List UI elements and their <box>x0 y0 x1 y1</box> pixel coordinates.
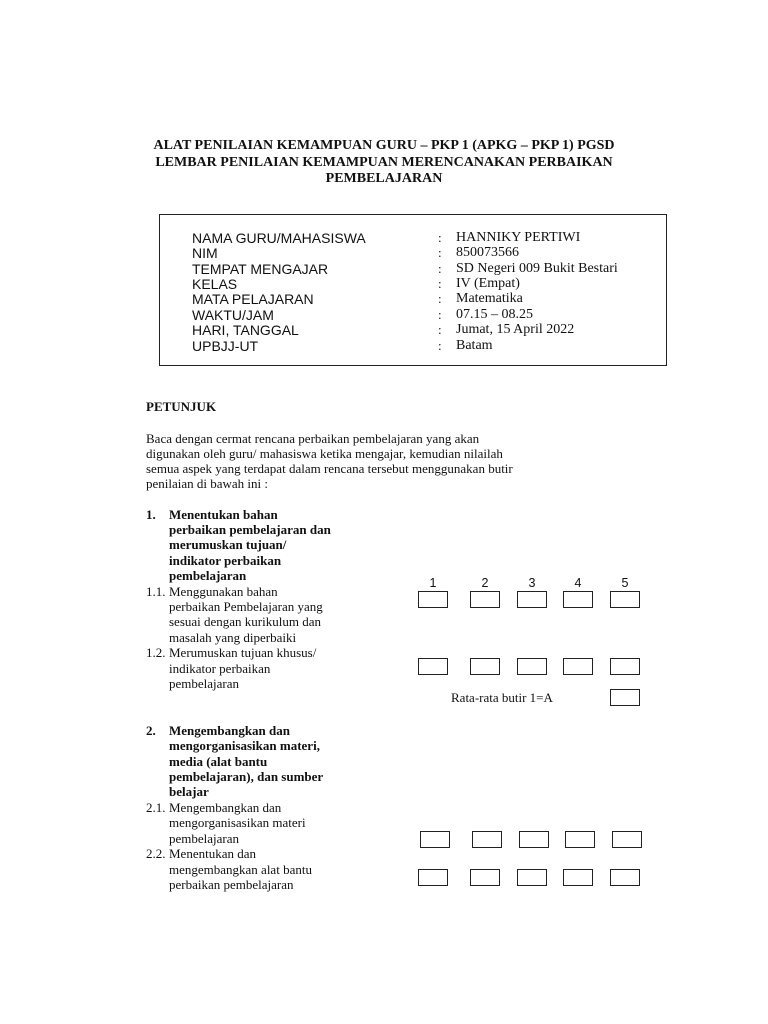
instructions-line-4: penilaian di bawah ini : <box>146 476 269 491</box>
section-1-number: 1. <box>146 507 156 522</box>
item-2-1-text: mengorganisasikan materi <box>169 815 306 830</box>
section-2-title-line: pembelajaran), dan sumber <box>169 769 324 784</box>
section-2-number: 2. <box>146 723 156 738</box>
score-box-2-1-1[interactable] <box>420 831 450 848</box>
identity-colon: : <box>438 322 442 337</box>
average-a-box[interactable] <box>610 689 640 706</box>
identity-label: MATA PELAJARAN <box>192 291 314 307</box>
scale-number-4: 4 <box>574 576 582 590</box>
item-2-2-text: mengembangkan alat bantu <box>169 862 312 877</box>
item-2-2-number: 2.2. <box>146 846 166 861</box>
section-1-title-line: merumuskan tujuan/ <box>169 537 287 552</box>
instructions-heading: PETUNJUK <box>146 399 217 414</box>
item-2-1-text: Mengembangkan dan <box>169 800 282 815</box>
item-1-1-text: masalah yang diperbaiki <box>169 630 297 645</box>
identity-value: SD Negeri 009 Bukit Bestari <box>456 261 618 276</box>
scale-number-2: 2 <box>481 576 489 590</box>
item-2-2-text: Menentukan dan <box>169 846 257 861</box>
score-box-2-2-3[interactable] <box>517 869 547 886</box>
score-box-2-1-5[interactable] <box>612 831 642 848</box>
identity-label: TEMPAT MENGAJAR <box>192 261 329 277</box>
scale-number-1: 1 <box>429 576 437 590</box>
item-1-2-text: indikator perbaikan <box>169 661 271 676</box>
score-box-1-2-1[interactable] <box>418 658 448 675</box>
item-1-1-text: Menggunakan bahan <box>169 584 278 599</box>
item-1-1-text: perbaikan Pembelajaran yang <box>169 599 323 614</box>
item-1-2-number: 1.2. <box>146 645 166 660</box>
identity-label: WAKTU/JAM <box>192 307 274 323</box>
identity-colon: : <box>438 338 442 353</box>
identity-value: Batam <box>456 338 493 353</box>
section-2-title-line: media (alat bantu <box>169 754 268 769</box>
scale-number-3: 3 <box>528 576 536 590</box>
section-1-title-line: pembelajaran <box>169 568 247 583</box>
item-2-1-number: 2.1. <box>146 800 166 815</box>
score-box-1-2-4[interactable] <box>563 658 593 675</box>
score-box-1-2-5[interactable] <box>610 658 640 675</box>
identity-value: HANNIKY PERTIWI <box>456 230 581 245</box>
score-box-2-2-5[interactable] <box>610 869 640 886</box>
section-2-title-line: belajar <box>169 784 209 799</box>
scale-number-5: 5 <box>621 576 629 590</box>
average-a-label: Rata-rata butir 1=A <box>451 690 553 705</box>
section-1-title-line: indikator perbaikan <box>169 553 282 568</box>
item-1-2-text: Merumuskan tujuan khusus/ <box>169 645 317 660</box>
identity-label: NIM <box>192 245 218 261</box>
section-2-title-line: mengorganisasikan materi, <box>169 738 320 753</box>
score-box-1-1-1[interactable] <box>418 591 448 608</box>
item-2-2-text: perbaikan pembelajaran <box>169 877 294 892</box>
identity-colon: : <box>438 261 442 276</box>
score-box-1-2-3[interactable] <box>517 658 547 675</box>
instructions-line-2: digunakan oleh guru/ mahasiswa ketika mengajar, kemudian nilailah <box>146 446 503 461</box>
item-1-2-text: pembelajaran <box>169 676 240 691</box>
identity-colon: : <box>438 276 442 291</box>
score-box-1-1-2[interactable] <box>470 591 500 608</box>
identity-label: HARI, TANGGAL <box>192 322 299 338</box>
score-box-2-2-4[interactable] <box>563 869 593 886</box>
score-box-1-2-2[interactable] <box>470 658 500 675</box>
section-1-title-line: Menentukan bahan <box>169 507 278 522</box>
identity-value: 07.15 – 08.25 <box>456 307 533 322</box>
identity-colon: : <box>438 245 442 260</box>
identity-value: Matematika <box>456 291 523 306</box>
score-box-2-1-4[interactable] <box>565 831 595 848</box>
score-box-1-1-4[interactable] <box>563 591 593 608</box>
doc-title-line-1: ALAT PENILAIAN KEMAMPUAN GURU – PKP 1 (APKG – PKP 1) PGSD <box>153 138 615 153</box>
identity-colon: : <box>438 291 442 306</box>
section-1-title-line: perbaikan pembelajaran dan <box>169 522 331 537</box>
identity-label: KELAS <box>192 276 238 292</box>
score-box-2-1-3[interactable] <box>519 831 549 848</box>
section-2-title-line: Mengembangkan dan <box>169 723 290 738</box>
score-box-1-1-5[interactable] <box>610 591 640 608</box>
instructions-line-3: semua aspek yang terdapat dalam rencana tersebut menggunakan butir <box>146 461 513 476</box>
identity-value: Jumat, 15 April 2022 <box>456 322 575 337</box>
instructions-line-1: Baca dengan cermat rencana perbaikan pembelajaran yang akan <box>146 431 480 446</box>
score-box-2-2-1[interactable] <box>418 869 448 886</box>
identity-value: 850073566 <box>456 245 519 260</box>
identity-colon: : <box>438 307 442 322</box>
identity-colon: : <box>438 230 442 245</box>
item-2-1-text: pembelajaran <box>169 831 240 846</box>
doc-title-line-3: PEMBELAJARAN <box>325 171 443 186</box>
score-box-2-2-2[interactable] <box>470 869 500 886</box>
identity-label: NAMA GURU/MAHASISWA <box>192 230 366 246</box>
item-1-1-number: 1.1. <box>146 584 166 599</box>
identity-label: UPBJJ-UT <box>192 338 259 354</box>
score-box-2-1-2[interactable] <box>472 831 502 848</box>
score-box-1-1-3[interactable] <box>517 591 547 608</box>
item-1-1-text: sesuai dengan kurikulum dan <box>169 614 321 629</box>
doc-title-line-2: LEMBAR PENILAIAN KEMAMPUAN MERENCANAKAN PERBAIKAN <box>155 155 613 170</box>
identity-value: IV (Empat) <box>456 276 520 291</box>
